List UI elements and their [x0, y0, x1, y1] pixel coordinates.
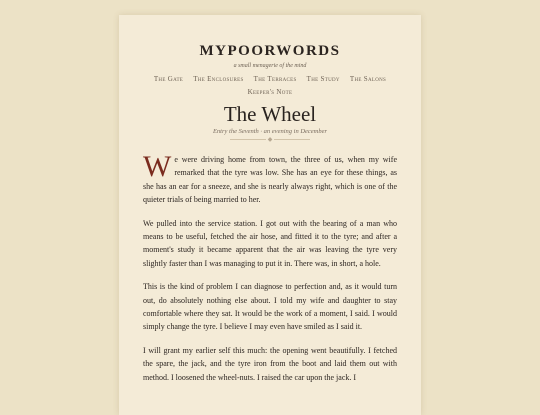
post-meta: Entry the Seventh · an evening in December	[212, 128, 328, 135]
main-nav	[143, 73, 397, 99]
nav-link-salons[interactable]: The Salons	[349, 75, 387, 83]
divider-line-left	[230, 139, 266, 140]
nav-link-terraces[interactable]: The Terraces	[253, 75, 297, 83]
paragraph-2: We pulled into the service station. I got out with the bearing of a man who means to be useful, fetched the air hose, and fitted it to the tyre; and after a moment's study it became apparent that the air was leaving the tyre very slightly faster than I was managing to put it in. There was, in short, a hole.	[143, 218, 397, 268]
nav-link-keepers-note[interactable]: Keeper's Note	[247, 88, 293, 96]
post-title: The Wheel	[223, 102, 317, 126]
site-tagline: a small menagerie of the mind	[233, 63, 307, 69]
nav-link-study[interactable]: The Study	[306, 75, 340, 83]
diamond-icon: ◆	[267, 136, 273, 143]
drop-cap: W	[143, 150, 172, 183]
nav-link-gate[interactable]: The Gate	[153, 75, 184, 83]
paragraph-4: I will grant my earlier self this much: the opening went beautifully. I fetched the spare, the jack, and the tyre iron from the boot and laid them out with method. I loosened the wheel-nuts. I raised the car upon the jack. I	[143, 345, 397, 382]
divider-line-right	[274, 139, 310, 140]
site-title[interactable]: MYPOORWORDS	[199, 43, 341, 59]
article-page	[119, 15, 421, 415]
paragraph-3: This is the kind of problem I can diagnose to perfection and, as it would turn out, do absolutely nothing else about. I told my wife and daughter to stay comfortable where they sat. It would be the work of a moment, I said. I would simply change the tyre. I believe I may even have smiled as I said it.	[143, 282, 397, 332]
paragraph-1-text: e were driving home from town, the three of us, when my wife remarked that the tyre was low. She has an eye for these things, as she has an ear for a sneeze, and she is nearly always right, which is one of the quieter trials of being married to her.	[143, 155, 397, 205]
paragraph-1	[143, 150, 397, 207]
nav-link-enclosures[interactable]: The Enclosures	[193, 75, 244, 83]
article-body	[143, 150, 397, 384]
divider-ornament	[143, 137, 397, 143]
